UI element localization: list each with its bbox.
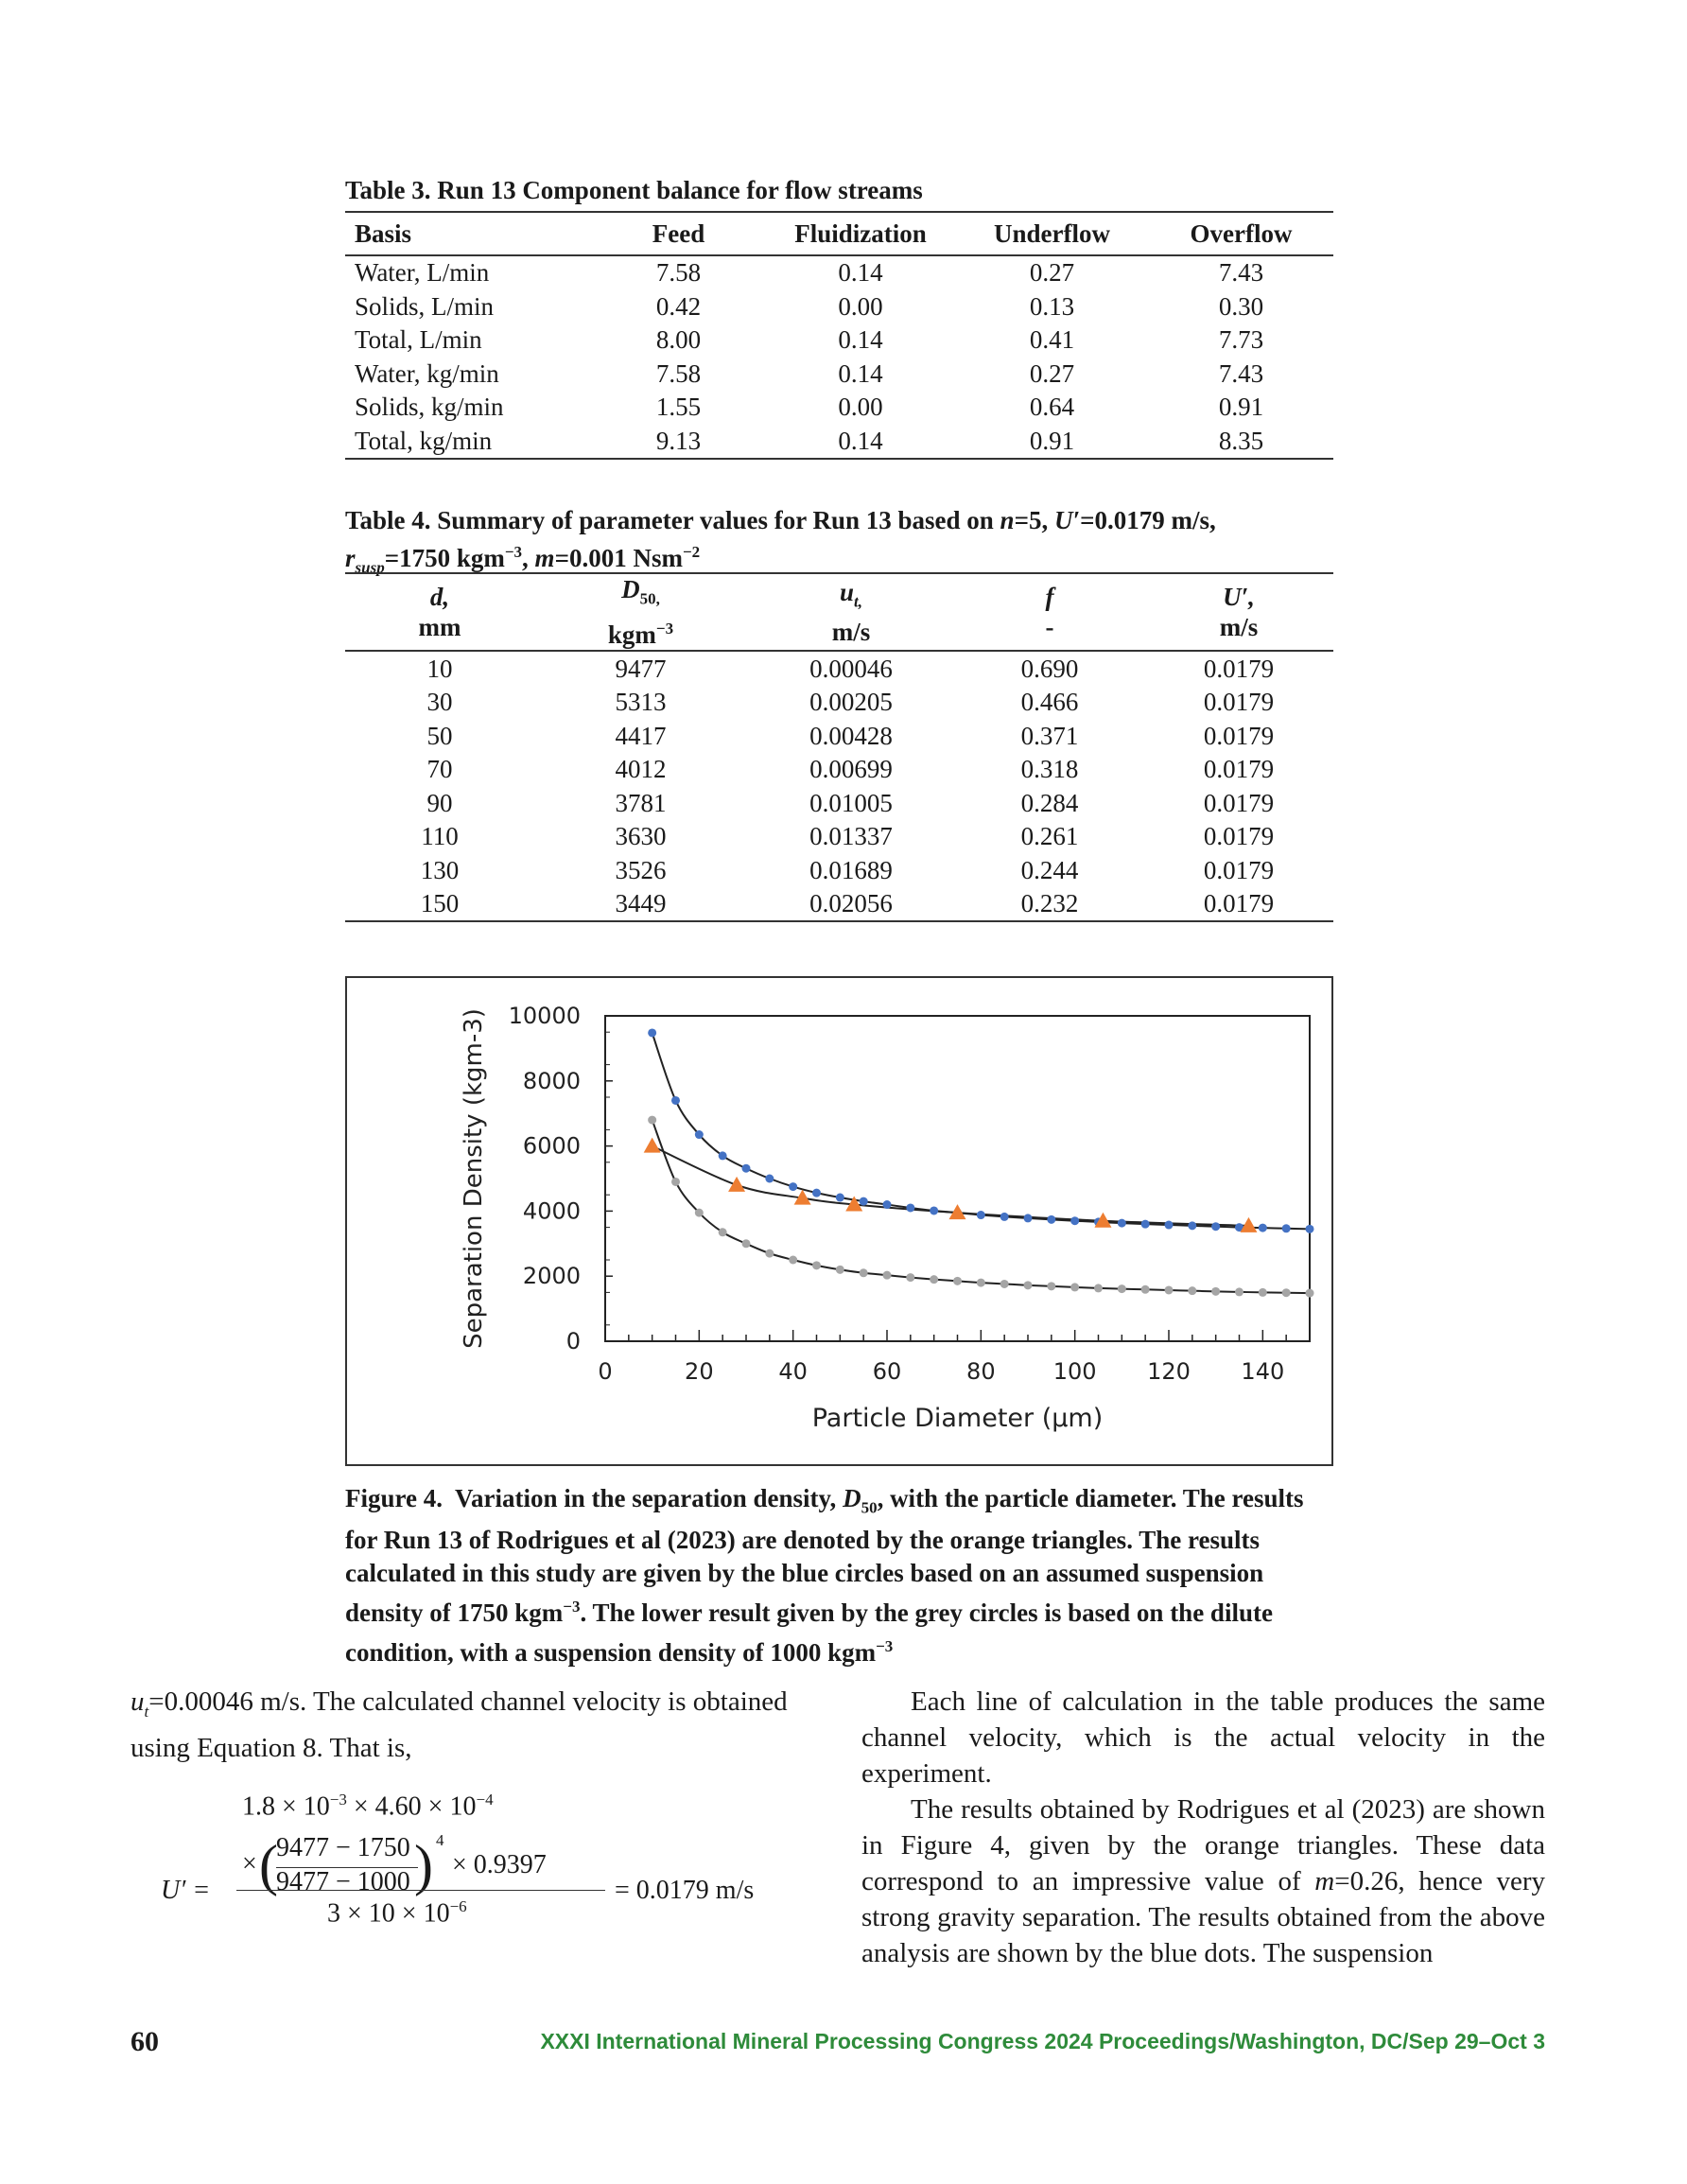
table3-row bbox=[345, 391, 1333, 425]
table4-cell: 70 bbox=[426, 755, 453, 784]
right-para2: The results obtained by Rodrigues et al (2023) are shown in Figure 4, given by the orange triangles. These data correspond to an impressive value of m=0.26, hence very strong gravity separation. The results obtained from the above analysis are shown by the blue dots. The suspension bbox=[861, 1794, 1546, 1968]
eq-lhs: U′ = bbox=[161, 1876, 211, 1905]
y-tick-label: 6000 bbox=[522, 1132, 581, 1160]
grey-circle-point bbox=[1118, 1284, 1126, 1293]
table3-cell: 0.27 bbox=[1029, 358, 1075, 388]
table4-cell: 0.284 bbox=[1020, 788, 1079, 817]
blue-circle-point bbox=[1118, 1219, 1126, 1228]
grey-circle-point bbox=[1259, 1288, 1267, 1297]
eq-rhs: = 0.0179 m/s bbox=[615, 1876, 755, 1905]
blue-circle-point bbox=[1211, 1222, 1220, 1231]
blue-circle-point bbox=[1000, 1213, 1009, 1221]
table4-cell: 0.318 bbox=[1020, 755, 1079, 784]
right-column-text bbox=[861, 1684, 1545, 1971]
blue-circle-point bbox=[1306, 1225, 1314, 1233]
table4-row bbox=[345, 887, 1333, 922]
table3-header: Feed bbox=[652, 218, 705, 248]
grey-circle-point bbox=[719, 1228, 727, 1236]
table4-cell: 30 bbox=[426, 688, 453, 717]
table3-cell: 0.27 bbox=[1029, 258, 1075, 288]
blue-circle-point bbox=[860, 1197, 868, 1206]
table4-cell: 0.0179 bbox=[1203, 889, 1275, 918]
table4-cell: 50 bbox=[426, 721, 453, 750]
table3-cell: Solids, L/min bbox=[355, 291, 495, 321]
grey-circle-point bbox=[860, 1268, 868, 1277]
table3-cell: 7.58 bbox=[655, 358, 702, 388]
figure4-frame bbox=[345, 976, 1333, 1466]
table4-row bbox=[345, 651, 1333, 686]
blue-circle-point bbox=[1047, 1215, 1055, 1224]
grey-circle-point bbox=[1306, 1289, 1314, 1298]
blue-circle-point bbox=[695, 1130, 704, 1139]
table4-cell: 3449 bbox=[615, 889, 667, 918]
grey-circle-point bbox=[1000, 1280, 1009, 1288]
table4-cell: 110 bbox=[421, 822, 459, 851]
page-number: 60 bbox=[130, 2026, 159, 2057]
grey-circle-point bbox=[812, 1261, 821, 1269]
left-column-text bbox=[130, 1684, 815, 1766]
table3-cell: Total, kg/min bbox=[355, 426, 493, 455]
table3-row bbox=[345, 323, 1333, 358]
grey-circle-point bbox=[1235, 1287, 1244, 1296]
grey-circle-point bbox=[742, 1239, 751, 1248]
blue-circle-point bbox=[789, 1182, 797, 1191]
right-para1: Each line of calculation in the table produces the same channel velocity, which is the actual velocity in the experiment. bbox=[861, 1686, 1545, 1789]
grey-circle-point bbox=[1282, 1288, 1291, 1297]
table3-row bbox=[345, 358, 1333, 392]
footer-text: XXXI International Mineral Processing Congress 2024 Proceedings/Washington, DC/Sep 29–Oct 3 bbox=[540, 2029, 1545, 2053]
grey-circle-point bbox=[953, 1277, 962, 1285]
table3-cell: 0.14 bbox=[838, 426, 883, 455]
blue-circle-point bbox=[648, 1028, 656, 1037]
x-tick-label: 100 bbox=[1052, 1358, 1097, 1385]
x-tick-label: 60 bbox=[872, 1358, 902, 1385]
table4-cell: 4417 bbox=[615, 721, 667, 750]
table3-cell: 0.13 bbox=[1029, 291, 1075, 321]
grey-circle-point bbox=[1141, 1285, 1150, 1294]
table3-cell: 0.14 bbox=[838, 358, 883, 388]
table3 bbox=[345, 211, 1333, 460]
table4-cell: 0.01337 bbox=[809, 822, 893, 851]
table4-cell: 5313 bbox=[615, 688, 667, 717]
plot-border bbox=[605, 1016, 1310, 1341]
table4-cell: 0.0179 bbox=[1203, 822, 1275, 851]
table3-header-row bbox=[345, 212, 1333, 255]
blue-circle-point bbox=[836, 1194, 844, 1202]
table4-header-u: U′, m/s bbox=[1219, 583, 1259, 642]
table4-header-d: d, mm bbox=[418, 583, 461, 642]
table3-cell: Total, L/min bbox=[355, 325, 482, 355]
blue-circle-point bbox=[1165, 1221, 1174, 1230]
x-tick-label: 0 bbox=[598, 1358, 613, 1385]
blue-circle-point bbox=[977, 1211, 985, 1219]
caption-line: density of 1750 kgm$^{-3}$. The lower result given by the grey circles is based on the dilute bbox=[345, 1598, 1273, 1628]
blue-circle-point bbox=[1188, 1221, 1196, 1230]
eq-denominator: $3 \times 10 \times 10^{-6}$ bbox=[327, 1897, 467, 1929]
y-tick-label: 4000 bbox=[522, 1197, 581, 1225]
x-tick-label: 80 bbox=[966, 1358, 996, 1385]
blue-circle-point bbox=[930, 1206, 938, 1214]
y-tick-label: 0 bbox=[565, 1328, 581, 1354]
grey-circle-point bbox=[695, 1209, 704, 1217]
grey-circle-point bbox=[1188, 1286, 1196, 1295]
grey-circle-point bbox=[977, 1279, 985, 1287]
table4-title-line2: $r_{susp}=1750$ kgm$^{-3}$, m=0.001 Nsm$^{-2}$ bbox=[345, 543, 701, 577]
grey-series-curve bbox=[652, 1120, 1310, 1293]
table4-cell: 0.0179 bbox=[1203, 721, 1275, 750]
x-axis-label: Particle Diameter (μm) bbox=[811, 1404, 1104, 1433]
table3-header: Underflow bbox=[994, 218, 1110, 248]
table4-cell: 0.0179 bbox=[1203, 688, 1275, 717]
table3-cell: 7.43 bbox=[1218, 258, 1264, 288]
table4-header-ut: $u_{t,}$ m/s bbox=[831, 578, 871, 647]
table4-cell: 0.00046 bbox=[809, 654, 893, 683]
eq-frac-num: 9477 − 1750 bbox=[276, 1833, 410, 1862]
table4-header-f: f - bbox=[1045, 583, 1054, 642]
blue-circle-point bbox=[1282, 1224, 1291, 1232]
x-tick-label: 140 bbox=[1241, 1358, 1285, 1385]
table3-row bbox=[345, 255, 1333, 290]
blue-series-curve bbox=[652, 1033, 1310, 1229]
blue-circle-point bbox=[906, 1203, 914, 1212]
table4-title-line1: Table 4. Summary of parameter values for Run 13 based on n=5, U′=0.0179 m/s, bbox=[345, 506, 1216, 534]
table4-cell: 0.244 bbox=[1020, 855, 1079, 884]
table3-title: Table 3. Run 13 Component balance for flow streams bbox=[345, 176, 923, 204]
eq-line1: $1.8 \times 10^{-3} \times 4.60 \times 10^{-4}$ bbox=[242, 1791, 494, 1822]
table4-row bbox=[345, 853, 1333, 887]
caption-line: calculated in this study are given by the blue circles based on an assumed suspension bbox=[345, 1559, 1264, 1588]
grey-circle-point bbox=[1211, 1287, 1220, 1296]
table4-cell: 3630 bbox=[615, 822, 667, 851]
table3-cell: 0.14 bbox=[838, 258, 883, 288]
table4-row bbox=[345, 686, 1333, 720]
table4-row bbox=[345, 786, 1333, 820]
table4-cell: 0.01689 bbox=[809, 855, 893, 884]
table3-cell: 0.91 bbox=[1029, 426, 1075, 455]
table4-cell: 0.232 bbox=[1020, 889, 1079, 918]
blue-circle-point bbox=[812, 1189, 821, 1197]
table4-cell: 10 bbox=[426, 654, 453, 683]
table3-header: Fluidization bbox=[794, 218, 927, 248]
grey-circle-point bbox=[648, 1116, 656, 1125]
table4-cell: 0.0179 bbox=[1203, 855, 1275, 884]
table4-cell: 4012 bbox=[615, 755, 667, 784]
table4-cell: 0.01005 bbox=[809, 788, 893, 817]
grey-circle-point bbox=[1094, 1284, 1103, 1292]
table4-cell: 9477 bbox=[615, 654, 667, 683]
table3-cell: 8.35 bbox=[1218, 426, 1264, 455]
table3-cell: 1.55 bbox=[655, 393, 702, 422]
table4-row bbox=[345, 753, 1333, 787]
grey-circle-point bbox=[1024, 1281, 1033, 1289]
y-tick-label: 10000 bbox=[508, 1003, 581, 1029]
caption-line: for Run 13 of Rodrigues et al (2023) are denoted by the orange triangles. The results bbox=[345, 1526, 1260, 1555]
table3-row bbox=[345, 425, 1333, 460]
table3-header: Basis bbox=[355, 218, 412, 248]
table4-cell: 130 bbox=[420, 855, 460, 884]
blue-circle-point bbox=[719, 1151, 727, 1160]
blue-circle-point bbox=[883, 1200, 892, 1209]
table3-cell: 0.41 bbox=[1029, 325, 1075, 355]
blue-circle-point bbox=[1259, 1224, 1267, 1232]
caption-line: condition, with a suspension density of 1000 kgm$^{-3}$ bbox=[345, 1637, 894, 1668]
blue-circle-point bbox=[1141, 1220, 1150, 1229]
blue-circle-point bbox=[1070, 1216, 1079, 1225]
table3-cell: Water, L/min bbox=[355, 258, 490, 288]
grey-circle-point bbox=[671, 1178, 680, 1186]
table3-cell: 0.91 bbox=[1218, 393, 1264, 422]
y-tick-label: 8000 bbox=[522, 1067, 581, 1094]
table4-cell: 0.0179 bbox=[1203, 755, 1275, 784]
table3-cell: 0.42 bbox=[655, 291, 702, 321]
blue-circle-point bbox=[1024, 1214, 1033, 1222]
table3-cell: Water, kg/min bbox=[355, 358, 499, 388]
table4-cell: 90 bbox=[426, 788, 453, 817]
grey-circle-point bbox=[930, 1275, 938, 1284]
table4-header-d50: $D_{50,}$ kgm$^{-3}$ bbox=[607, 575, 674, 650]
figure4-chart bbox=[347, 978, 1331, 1464]
table4-row bbox=[345, 719, 1333, 753]
left-line2: using Equation 8. That is, bbox=[130, 1732, 412, 1763]
table3-cell: 0.00 bbox=[838, 291, 883, 321]
table4 bbox=[345, 572, 1333, 922]
eq-fraction-bar bbox=[236, 1890, 605, 1891]
table4-cell: 0.00699 bbox=[809, 755, 893, 784]
table3-cell: 0.30 bbox=[1218, 291, 1264, 321]
x-tick-label: 120 bbox=[1147, 1358, 1191, 1385]
x-tick-label: 40 bbox=[778, 1358, 808, 1385]
table4-cell: 0.261 bbox=[1020, 822, 1079, 851]
table3-cell: 7.73 bbox=[1218, 325, 1264, 355]
equation-8: U′ = $1.8 \times 10^{-3} \times 4.60 \times 10^{-4}$ × ( 9477 − 1750 9477 − 1000 ) 4 × 0.9397 $3 \times 10 \times 10^{-6}$ = 0.0179 m/s bbox=[161, 1791, 755, 1929]
table3-cell: Solids, kg/min bbox=[355, 393, 504, 422]
eq-tail: × 0.9397 bbox=[452, 1850, 547, 1879]
table3-cell: 9.13 bbox=[655, 426, 702, 455]
table3-cell: 8.00 bbox=[655, 325, 702, 355]
table4-cell: 0.00428 bbox=[809, 721, 893, 750]
grey-circle-point bbox=[906, 1273, 914, 1282]
table4-header-row bbox=[345, 573, 1333, 651]
table4-cell: 0.466 bbox=[1020, 688, 1079, 717]
caption-line: Figure 4. Variation in the separation density, $D_{50}$, with the particle diameter. The results bbox=[345, 1484, 1304, 1517]
table4-cell: 3781 bbox=[615, 788, 667, 817]
table3-header: Overflow bbox=[1190, 218, 1293, 248]
grey-circle-point bbox=[789, 1256, 797, 1265]
table3-cell: 7.43 bbox=[1218, 358, 1264, 388]
grey-circle-point bbox=[1165, 1285, 1174, 1294]
y-tick-label: 2000 bbox=[522, 1263, 581, 1290]
table4-cell: 0.00205 bbox=[809, 688, 893, 717]
table4-row bbox=[345, 820, 1333, 854]
grey-circle-point bbox=[1070, 1283, 1079, 1291]
blue-circle-point bbox=[671, 1096, 680, 1105]
left-line1: $u_t=0.00046$ m/s. The calculated channel velocity is obtained bbox=[130, 1686, 788, 1721]
blue-circle-point bbox=[765, 1175, 774, 1183]
y-axis-label: Separation Density (kgm-3) bbox=[460, 1008, 488, 1349]
table3-cell: 0.14 bbox=[838, 325, 883, 355]
table3-cell: 0.00 bbox=[838, 393, 883, 422]
grey-circle-point bbox=[883, 1271, 892, 1280]
table4-cell: 0.02056 bbox=[809, 889, 893, 918]
table4-cell: 3526 bbox=[615, 855, 667, 884]
figure4-caption bbox=[345, 1482, 1333, 1669]
table4-cell: 0.690 bbox=[1020, 654, 1079, 683]
table4-cell: 0.0179 bbox=[1203, 654, 1275, 683]
grey-circle-point bbox=[1047, 1282, 1055, 1290]
table4-cell: 150 bbox=[420, 889, 460, 918]
table3-cell: 0.64 bbox=[1029, 393, 1075, 422]
x-tick-label: 20 bbox=[685, 1358, 714, 1385]
grey-circle-point bbox=[836, 1266, 844, 1274]
table3-row bbox=[345, 290, 1333, 324]
table4-cell: 0.0179 bbox=[1203, 788, 1275, 817]
eq-frac-den: 9477 − 1000 bbox=[276, 1867, 410, 1896]
orange-triangle-point bbox=[644, 1138, 661, 1153]
table4-cell: 0.371 bbox=[1020, 721, 1079, 750]
orange-triangle-point bbox=[728, 1177, 745, 1192]
blue-circle-point bbox=[742, 1164, 751, 1173]
grey-circle-point bbox=[765, 1249, 774, 1258]
table3-cell: 7.58 bbox=[655, 258, 702, 288]
